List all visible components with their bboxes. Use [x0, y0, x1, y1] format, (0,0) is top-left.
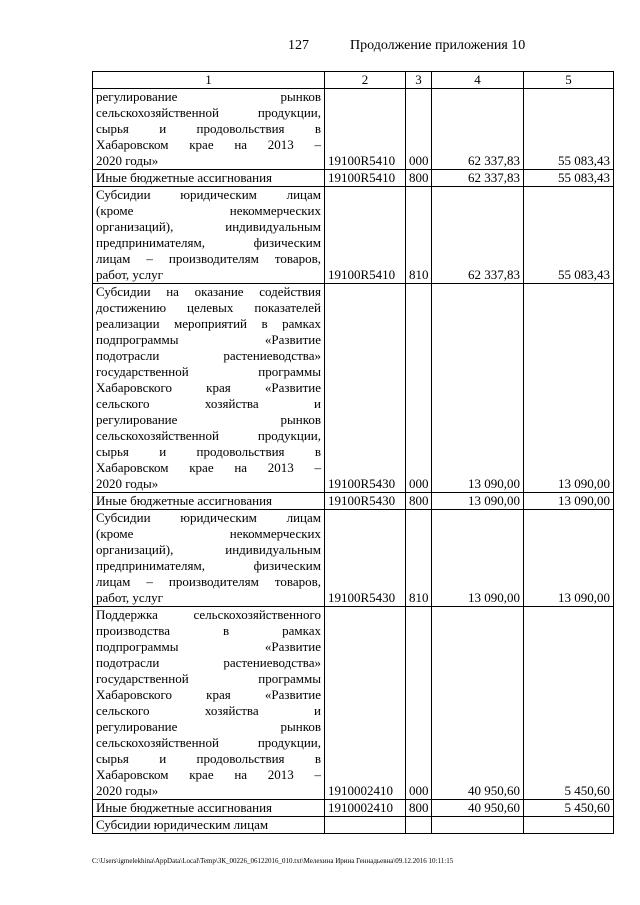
description-line: лицам – производителям товаров,	[96, 251, 321, 266]
target-code: 19100R5430	[325, 510, 406, 607]
description-line: (кроме некоммерческих	[96, 526, 321, 541]
description-line: сельского хозяйства и	[96, 703, 321, 718]
description-line: организаций), индивидуальным	[96, 542, 321, 557]
amount-col4: 40 950,60	[432, 800, 524, 817]
table-row	[93, 510, 614, 607]
description-line: достижению целевых показателей	[96, 300, 321, 315]
expense-type: 810	[406, 510, 432, 607]
continuation-title: Продолжение приложения 10	[350, 38, 526, 53]
amount-col4: 13 090,00	[432, 510, 524, 607]
amount-col4: 62 337,83	[432, 89, 524, 170]
description-line: Субсидии юридическим лицам	[96, 187, 321, 202]
amount-col5: 5 450,60	[524, 800, 614, 817]
description-line: 2020 годы»	[96, 153, 159, 168]
description-line: регулирование рынков	[96, 719, 321, 734]
description-line: сельскохозяйственной продукции,	[96, 735, 321, 750]
description-line: Хабаровском крае на 2013 –	[96, 767, 321, 782]
column-header: 3	[406, 72, 432, 89]
file-path-footer: C:\Users\igmelekhina\AppData\Local\Temp\ЗК_00226_06122016_010.txt\Мелехина Ирина Геннадьевна\09.12.2016 10:11:15	[92, 857, 454, 865]
amount-col4: 62 337,83	[432, 170, 524, 187]
target-code: 19100R5430	[325, 284, 406, 493]
target-code: 19100R5430	[325, 493, 406, 510]
description-line: регулирование рынков	[96, 412, 321, 427]
amount-col5	[524, 817, 614, 834]
expense-type	[406, 817, 432, 834]
description-line: Поддержка сельскохозяйственного	[96, 607, 321, 622]
column-header: 1	[93, 72, 325, 89]
amount-col5: 13 090,00	[524, 284, 614, 493]
target-code: 19100R5410	[325, 170, 406, 187]
table-row	[93, 89, 614, 170]
description-line: государственной программы	[96, 364, 321, 379]
description-line: Хабаровском крае на 2013 –	[96, 137, 321, 152]
description-line: подпрограммы «Развитие	[96, 639, 321, 654]
amount-col4: 40 950,60	[432, 607, 524, 800]
description-line: сырья и продовольствия в	[96, 444, 321, 459]
description-line: Хабаровского края «Развитие	[96, 380, 321, 395]
amount-col4	[432, 817, 524, 834]
amount-col4: 62 337,83	[432, 187, 524, 284]
description-line: Субсидии на оказание содействия	[96, 284, 321, 299]
row-description	[93, 510, 325, 607]
expense-type: 800	[406, 170, 432, 187]
description-line: сельскохозяйственной продукции,	[96, 105, 321, 120]
amount-col5: 55 083,43	[524, 170, 614, 187]
page-header	[0, 38, 640, 58]
target-code: 19100R5410	[325, 89, 406, 170]
expense-type: 810	[406, 187, 432, 284]
expense-type: 800	[406, 800, 432, 817]
row-description	[93, 89, 325, 170]
amount-col5: 55 083,43	[524, 89, 614, 170]
description-line: Иные бюджетные ассигнования	[96, 493, 273, 508]
description-line: Хабаровского края «Развитие	[96, 687, 321, 702]
target-code: 1910002410	[325, 800, 406, 817]
table-body	[93, 89, 614, 834]
table-row	[93, 170, 614, 187]
description-line: работ, услуг	[96, 590, 164, 605]
table-row	[93, 800, 614, 817]
description-line: организаций), индивидуальным	[96, 219, 321, 234]
budget-table	[92, 71, 614, 834]
description-line: сельского хозяйства и	[96, 396, 321, 411]
description-line: подотрасли растениеводства»	[96, 655, 321, 670]
amount-col4: 13 090,00	[432, 284, 524, 493]
table-header-row	[93, 72, 614, 89]
table-row	[93, 187, 614, 284]
row-description	[93, 800, 325, 817]
row-description	[93, 817, 325, 834]
description-line: подпрограммы «Развитие	[96, 332, 321, 347]
description-line: 2020 годы»	[96, 476, 159, 491]
row-description	[93, 493, 325, 510]
column-header: 4	[432, 72, 524, 89]
expense-type: 000	[406, 89, 432, 170]
page-number: 127	[288, 38, 309, 53]
description-line: сырья и продовольствия в	[96, 121, 321, 136]
description-line: регулирование рынков	[96, 89, 321, 104]
description-line: лицам – производителям товаров,	[96, 574, 321, 589]
amount-col4: 13 090,00	[432, 493, 524, 510]
target-code: 1910002410	[325, 607, 406, 800]
description-line: работ, услуг	[96, 267, 164, 282]
description-line: (кроме некоммерческих	[96, 203, 321, 218]
description-line: Субсидии юридическим лицам	[96, 817, 269, 832]
amount-col5: 55 083,43	[524, 187, 614, 284]
target-code: 19100R5410	[325, 187, 406, 284]
description-line: 2020 годы»	[96, 783, 159, 798]
expense-type: 000	[406, 284, 432, 493]
description-line: реализации мероприятий в рамках	[96, 316, 321, 331]
description-line: Хабаровском крае на 2013 –	[96, 460, 321, 475]
amount-col5: 13 090,00	[524, 510, 614, 607]
row-description	[93, 284, 325, 493]
target-code	[325, 817, 406, 834]
description-line: предпринимателям, физическим	[96, 235, 321, 250]
row-description	[93, 187, 325, 284]
description-line: государственной программы	[96, 671, 321, 686]
table-row	[93, 607, 614, 800]
amount-col5: 5 450,60	[524, 607, 614, 800]
row-description	[93, 607, 325, 800]
description-line: сырья и продовольствия в	[96, 751, 321, 766]
expense-type: 000	[406, 607, 432, 800]
description-line: сельскохозяйственной продукции,	[96, 428, 321, 443]
table-row	[93, 493, 614, 510]
table-row	[93, 284, 614, 493]
table-row	[93, 817, 614, 834]
description-line: производства в рамках	[96, 623, 321, 638]
column-header: 5	[524, 72, 614, 89]
description-line: подотрасли растениеводства»	[96, 348, 321, 363]
row-description	[93, 170, 325, 187]
description-line: Иные бюджетные ассигнования	[96, 170, 273, 185]
amount-col5: 13 090,00	[524, 493, 614, 510]
description-line: Иные бюджетные ассигнования	[96, 800, 273, 815]
description-line: Субсидии юридическим лицам	[96, 510, 321, 525]
column-header: 2	[325, 72, 406, 89]
description-line: предпринимателям, физическим	[96, 558, 321, 573]
expense-type: 800	[406, 493, 432, 510]
